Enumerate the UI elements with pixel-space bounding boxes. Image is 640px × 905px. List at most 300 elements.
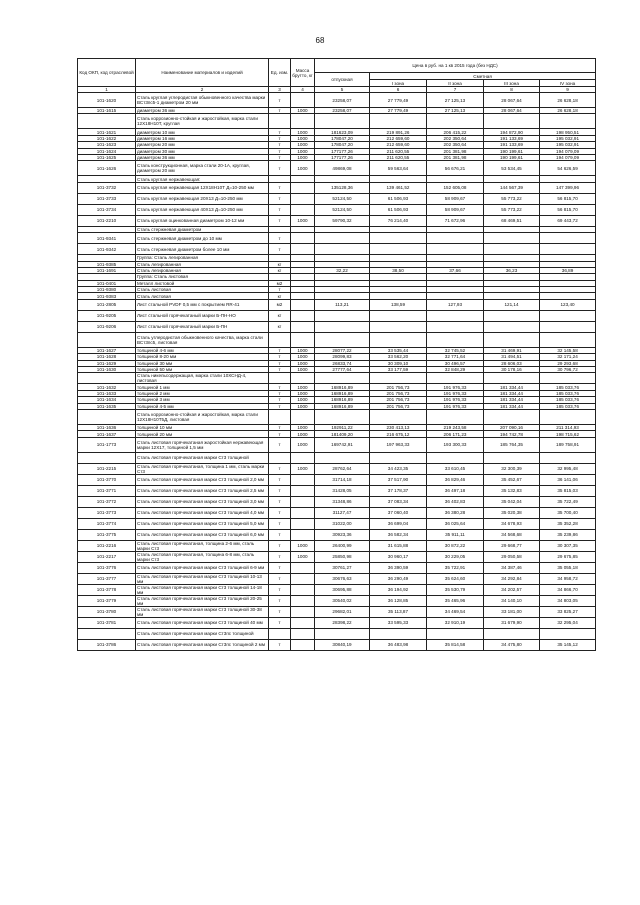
cell-unit: кг [269, 321, 291, 332]
cell-zone-4: 198 950,51 [540, 129, 596, 135]
table-row [78, 485, 596, 496]
cell-release-price: 30840,19 [315, 639, 370, 650]
table-body [78, 93, 596, 651]
cell-zone-3: 34 140,10 [484, 595, 540, 606]
cell-name: Сталь углеродистая обыкновенного качества, марка стали ВСт3пс5, листовая [136, 332, 269, 347]
cell-zone-2: 36 025,64 [427, 518, 484, 529]
cell-release-price: 27777,64 [315, 367, 370, 373]
cell-unit: т [269, 595, 291, 606]
cell-code: 101-1620 [78, 93, 136, 108]
cell-zone-3: 34 292,84 [484, 573, 540, 584]
table-row [78, 321, 596, 332]
cell-release-price: 59790,32 [315, 215, 370, 226]
cell-unit: т [269, 154, 291, 160]
cell-zone-3 [484, 332, 540, 347]
cell-release-price: 31127,47 [315, 507, 370, 518]
cell-zone-2 [427, 628, 484, 639]
cell-release-price: 28398,22 [315, 617, 370, 628]
cell-zone-1: 36 194,92 [370, 584, 427, 595]
cell-release-price: 177177,26 [315, 154, 370, 160]
cell-zone-3: 185 764,35 [484, 437, 540, 452]
cell-zone-2: 36 380,28 [427, 507, 484, 518]
cell-mass: 1000 [291, 390, 315, 396]
cell-zone-4 [540, 244, 596, 255]
cell-zone-4 [540, 114, 596, 129]
cell-name: Сталь стержневая диаметром [136, 226, 269, 232]
cell-release-price: 30695,88 [315, 584, 370, 595]
column-number: 4 [291, 87, 315, 93]
cell-unit: т [269, 287, 291, 293]
cell-zone-1: 197 963,33 [370, 437, 427, 452]
cell-code: 101-1627 [78, 347, 136, 353]
cell-unit [269, 409, 291, 424]
cell-mass [291, 233, 315, 244]
cell-unit: т [269, 129, 291, 135]
cell-zone-3: 53 534,45 [484, 161, 540, 176]
table-row [78, 182, 596, 193]
cell-name: Сталь листовая горячекатаная марки Ст3 толщиной 6-9 мм [136, 562, 269, 573]
cell-code: 101-1621 [78, 129, 136, 135]
cell-release-price [315, 373, 370, 384]
cell-zone-1: 61 506,93 [370, 204, 427, 215]
cell-zone-1: 35 113,87 [370, 606, 427, 617]
cell-name: диаметром 36 мм [136, 108, 269, 114]
cell-zone-1 [370, 233, 427, 244]
cell-name: Сталь листовая горячекатаная, толщина 1 мм, сталь марки Ст3 [136, 463, 269, 474]
cell-name: толщиной 30 мм [136, 360, 269, 366]
table-row [78, 367, 596, 373]
cell-zone-3: 31 679,90 [484, 617, 540, 628]
cell-zone-4: 30 796,72 [540, 367, 596, 373]
cell-zone-1: 31 615,88 [370, 540, 427, 551]
cell-name: Металл листовой [136, 280, 269, 286]
cell-release-price: 168916,89 [315, 403, 370, 409]
cell-code [78, 409, 136, 424]
cell-mass: 1000 [291, 463, 315, 474]
section-row [78, 332, 596, 347]
cell-mass [291, 310, 315, 321]
cell-unit: т [269, 463, 291, 474]
cell-name: Сталь листовая горячекатаная марки Ст3 толщиной 4,0 мм [136, 507, 269, 518]
cell-zone-2: 201 381,98 [427, 148, 484, 154]
table-row [78, 161, 596, 176]
table-row [78, 639, 596, 650]
column-number: 8 [484, 87, 540, 93]
column-number: 9 [540, 87, 596, 93]
cell-release-price: 30540,02 [315, 595, 370, 606]
cell-zone-4: 123,40 [540, 299, 596, 310]
cell-name: Сталь никельсодержащая, марка стали 10ХСНД-4, листовая [136, 373, 269, 384]
section-row [78, 452, 596, 463]
cell-unit: т [269, 204, 291, 215]
cell-zone-2 [427, 373, 484, 384]
cell-mass [291, 114, 315, 129]
cell-zone-1 [370, 373, 427, 384]
table-row [78, 390, 596, 396]
table-row [78, 148, 596, 154]
cell-code [78, 373, 136, 384]
cell-code: 101-2215 [78, 463, 136, 474]
cell-code: 101-9385 [78, 261, 136, 267]
cell-unit: т [269, 518, 291, 529]
cell-code: 101-9383 [78, 293, 136, 299]
cell-code: 101-2216 [78, 540, 136, 551]
cell-unit: т [269, 135, 291, 141]
cell-zone-2: 32 848,29 [427, 367, 484, 373]
cell-zone-3: 191 133,69 [484, 142, 540, 148]
cell-zone-1: 37 517,90 [370, 474, 427, 485]
cell-zone-1 [370, 332, 427, 347]
cell-unit: т [269, 437, 291, 452]
cell-zone-1: 216 675,12 [370, 431, 427, 437]
cell-zone-3 [484, 114, 540, 129]
cell-unit: т [269, 354, 291, 360]
cell-name: Сталь стержневая диаметром более 10 мм [136, 244, 269, 255]
column-number: 6 [370, 87, 427, 93]
cell-zone-1: 30 309,10 [370, 360, 427, 366]
cell-code [78, 452, 136, 463]
cell-code: 101-1636 [78, 424, 136, 430]
cell-name: Сталь листовая [136, 287, 269, 293]
cell-code: 101-1624 [78, 148, 136, 154]
cell-unit: т [269, 562, 291, 573]
cell-mass: 1000 [291, 540, 315, 551]
cell-zone-3: 31 469,91 [484, 347, 540, 353]
column-number: 7 [427, 87, 484, 93]
cell-code: 101-3775 [78, 529, 136, 540]
cell-release-price: 32,22 [315, 267, 370, 273]
cell-zone-3: 194 742,78 [484, 431, 540, 437]
table-row [78, 347, 596, 353]
cell-name: Сталь листовая горячекатаная марки Ст3 толщиной 2,5 мм [136, 485, 269, 496]
cell-zone-4: 33 825,27 [540, 606, 596, 617]
table-row [78, 108, 596, 114]
cell-zone-1 [370, 452, 427, 463]
cell-name: Сталь листовая горячекатаная марки Ст3 толщиной 5,0 мм [136, 518, 269, 529]
cell-unit: кг [269, 267, 291, 273]
cell-zone-1 [370, 244, 427, 255]
cell-name: диаметром 10 мм [136, 129, 269, 135]
cell-zone-3: 28 067,64 [484, 108, 540, 114]
cell-zone-3: 144 567,39 [484, 182, 540, 193]
cell-zone-4: 29 675,85 [540, 551, 596, 562]
cell-zone-1: 37 060,40 [370, 507, 427, 518]
cell-zone-2: 206 415,22 [427, 129, 484, 135]
cell-zone-3 [484, 628, 540, 639]
cell-zone-3: 194 872,90 [484, 129, 540, 135]
cell-mass [291, 507, 315, 518]
cell-mass: 1000 [291, 135, 315, 141]
cell-release-price: 30676,63 [315, 573, 370, 584]
page-number: 68 [315, 36, 325, 45]
cell-zone-3: 181 334,44 [484, 403, 540, 409]
cell-zone-4: 32 171,24 [540, 354, 596, 360]
cell-zone-1: 59 563,64 [370, 161, 427, 176]
table-row [78, 129, 596, 135]
cell-name: Сталь листовая горячекатаная марки Ст3пс толщиной 2 мм [136, 639, 269, 650]
cell-unit: т [269, 551, 291, 562]
cell-code: 101-3772 [78, 496, 136, 507]
cell-release-price [315, 452, 370, 463]
cell-code: 101-3781 [78, 617, 136, 628]
cell-name: Сталь листовая горячекатаная марки Ст3 толщиной 10-13 мм [136, 573, 269, 584]
cell-zone-4: 35 055,18 [540, 562, 596, 573]
cell-zone-1: 38,50 [370, 267, 427, 273]
table-row [78, 584, 596, 595]
cell-release-price [315, 114, 370, 129]
cell-zone-2: 33 610,45 [427, 463, 484, 474]
cell-zone-1: 34 423,35 [370, 463, 427, 474]
cell-unit: т [269, 617, 291, 628]
cell-code: 101-3734 [78, 204, 136, 215]
cell-code: 101-3780 [78, 606, 136, 617]
cell-zone-2: 206 171,23 [427, 431, 484, 437]
cell-code: 101-1628 [78, 354, 136, 360]
cell-zone-4: 35 700,40 [540, 507, 596, 518]
cell-unit: т [269, 403, 291, 409]
cell-release-price: 178047,20 [315, 142, 370, 148]
cell-code: 101-3773 [78, 507, 136, 518]
cell-release-price [315, 321, 370, 332]
cell-zone-2 [427, 233, 484, 244]
cell-release-price: 30923,36 [315, 529, 370, 540]
cell-zone-2: 191 976,33 [427, 397, 484, 403]
cell-unit: м2 [269, 280, 291, 286]
cell-zone-2: 71 672,96 [427, 215, 484, 226]
cell-zone-2: 58 909,67 [427, 193, 484, 204]
header-zone-4: IV зона [540, 80, 596, 87]
cell-unit: т [269, 474, 291, 485]
cell-zone-4: 185 033,76 [540, 384, 596, 390]
cell-unit: т [269, 142, 291, 148]
cell-name: Сталь круглая нержавеющая 40Х13 Д=10-250 мм [136, 204, 269, 215]
table-row [78, 562, 596, 573]
cell-zone-2: 219 243,58 [427, 424, 484, 430]
cell-zone-1 [370, 310, 427, 321]
header-name: Наименование материалов и изделий [136, 59, 269, 87]
cell-code: 101-1691 [78, 267, 136, 273]
cell-unit [269, 452, 291, 463]
cell-mass: 1000 [291, 347, 315, 353]
cell-unit: т [269, 161, 291, 176]
cell-name: Сталь листовая горячекатаная жаростойкая нержавеющая марки 12Х17, толщиной 1,5 мм [136, 437, 269, 452]
cell-name: толщиной 3 мм [136, 397, 269, 403]
cell-zone-3: 190 199,61 [484, 148, 540, 154]
table-row [78, 424, 596, 430]
cell-unit: т [269, 148, 291, 154]
cell-mass [291, 573, 315, 584]
cell-unit: кг [269, 261, 291, 267]
price-table [77, 58, 596, 651]
cell-zone-2 [427, 321, 484, 332]
cell-name: толщиной 8-20 мм [136, 354, 269, 360]
cell-unit: т [269, 108, 291, 114]
header-code: Код ОКП, код отраслевой [78, 59, 136, 87]
cell-name: толщиной 2 мм [136, 390, 269, 396]
table-row [78, 518, 596, 529]
cell-mass: 1000 [291, 154, 315, 160]
cell-mass [291, 321, 315, 332]
cell-name: Сталь листовая горячекатаная марки Ст3 толщиной 3,0 мм [136, 496, 269, 507]
cell-zone-2: 30 872,22 [427, 540, 484, 551]
table-row [78, 507, 596, 518]
cell-mass: 1000 [291, 108, 315, 114]
cell-release-price [315, 409, 370, 424]
cell-code: 101-1622 [78, 135, 136, 141]
cell-mass [291, 617, 315, 628]
cell-name: толщиной 4-5 мм [136, 403, 269, 409]
cell-mass [291, 409, 315, 424]
cell-unit: т [269, 367, 291, 373]
cell-release-price: 28077,22 [315, 347, 370, 353]
cell-unit: т [269, 244, 291, 255]
cell-zone-1: 36 699,04 [370, 518, 427, 529]
cell-name: диаметром 36 мм [136, 154, 269, 160]
cell-zone-4: 195 032,91 [540, 142, 596, 148]
cell-release-price [315, 628, 370, 639]
table-row [78, 193, 596, 204]
cell-code: 101-3779 [78, 595, 136, 606]
cell-zone-2 [427, 114, 484, 129]
cell-zone-1: 211 620,55 [370, 148, 427, 154]
cell-zone-2 [427, 244, 484, 255]
cell-code: 101-1615 [78, 108, 136, 114]
cell-mass: 1000 [291, 384, 315, 390]
cell-zone-3 [484, 233, 540, 244]
cell-unit: т [269, 390, 291, 396]
cell-zone-1: 212 659,60 [370, 142, 427, 148]
cell-zone-4: 26 628,18 [540, 108, 596, 114]
cell-zone-4: 35 722,49 [540, 496, 596, 507]
cell-name: толщиной 50 мм [136, 367, 269, 373]
cell-name: Сталь круглая нержавеющая 20Х13 Д=10-250 мм [136, 193, 269, 204]
cell-zone-2: 191 976,33 [427, 390, 484, 396]
cell-zone-2: 191 976,33 [427, 384, 484, 390]
cell-code: 101-1630 [78, 367, 136, 373]
cell-zone-4: 189 758,91 [540, 437, 596, 452]
table-row [78, 606, 596, 617]
cell-unit: т [269, 507, 291, 518]
cell-name: Сталь круглая оцинкованная диаметром 10-12 мм [136, 215, 269, 226]
cell-zone-2: 35 465,96 [427, 595, 484, 606]
cell-name: Сталь листовая горячекатаная марки Ст3 толщиной 30-38 мм [136, 606, 269, 617]
cell-release-price: 113,21 [315, 299, 370, 310]
cell-zone-3: 207 090,16 [484, 424, 540, 430]
cell-zone-4 [540, 373, 596, 384]
cell-unit: т [269, 233, 291, 244]
cell-release-price: 181409,20 [315, 431, 370, 437]
cell-zone-3: 35 020,38 [484, 507, 540, 518]
cell-zone-1: 139 461,52 [370, 182, 427, 193]
cell-code: 101-1633 [78, 390, 136, 396]
cell-code: 101-9206 [78, 321, 136, 332]
cell-zone-2: 30 229,05 [427, 551, 484, 562]
cell-code [78, 332, 136, 347]
cell-unit [269, 628, 291, 639]
cell-release-price: 52124,50 [315, 193, 370, 204]
cell-code: 101-2217 [78, 551, 136, 562]
cell-zone-4: 36,89 [540, 267, 596, 273]
cell-mass: 1000 [291, 424, 315, 430]
section-row [78, 114, 596, 129]
cell-name: Лист стальной PVDF 0,5 мм с покрытием RR-41 [136, 299, 269, 310]
cell-code: 101-9380 [78, 287, 136, 293]
cell-name: диаметром 16 мм [136, 135, 269, 141]
cell-mass [291, 182, 315, 193]
cell-mass [291, 373, 315, 384]
cell-zone-4: 211 314,93 [540, 424, 596, 430]
cell-release-price: 31022,00 [315, 518, 370, 529]
table-row [78, 93, 596, 108]
cell-zone-2: 27 125,13 [427, 108, 484, 114]
cell-release-price [315, 244, 370, 255]
cell-name: Сталь листовая горячекатаная марки Ст3 толщиной [136, 452, 269, 463]
column-number: 2 [136, 87, 269, 93]
cell-release-price: 30761,27 [315, 562, 370, 573]
cell-mass: 1000 [291, 551, 315, 562]
cell-code: 101-3774 [78, 518, 136, 529]
column-number: 3 [269, 87, 291, 93]
cell-zone-1 [370, 409, 427, 424]
cell-zone-4: 32 145,58 [540, 347, 596, 353]
cell-release-price: 168916,89 [315, 384, 370, 390]
cell-name: Сталь листовая горячекатаная марки Ст3 толщиной 20-25 мм [136, 595, 269, 606]
cell-unit: т [269, 215, 291, 226]
cell-release-price: 192911,22 [315, 424, 370, 430]
cell-zone-1: 201 756,73 [370, 390, 427, 396]
cell-code: 101-3770 [78, 474, 136, 485]
cell-zone-1: 36 582,34 [370, 529, 427, 540]
cell-zone-4: 35 145,12 [540, 639, 596, 650]
cell-release-price [315, 310, 370, 321]
cell-release-price [315, 233, 370, 244]
cell-zone-4 [540, 233, 596, 244]
cell-zone-4: 34 958,72 [540, 573, 596, 584]
cell-zone-2: 30 496,57 [427, 360, 484, 366]
header-unit: Ед. изм. [269, 59, 291, 87]
cell-zone-3: 181 334,44 [484, 390, 540, 396]
cell-zone-3: 191 133,69 [484, 135, 540, 141]
cell-zone-4: 29 293,68 [540, 360, 596, 366]
table-row [78, 233, 596, 244]
cell-zone-4: 30 307,35 [540, 540, 596, 551]
cell-name: Группа: Сталь листовая [136, 274, 269, 280]
cell-unit: т [269, 93, 291, 108]
cell-mass [291, 93, 315, 108]
table-row [78, 154, 596, 160]
cell-code: 101-1629 [78, 360, 136, 366]
cell-zone-2: 35 530,79 [427, 584, 484, 595]
table-row [78, 496, 596, 507]
cell-zone-1: 36 128,85 [370, 595, 427, 606]
cell-code: 101-3786 [78, 639, 136, 650]
cell-zone-4: 185 033,76 [540, 397, 596, 403]
cell-mass: 1000 [291, 403, 315, 409]
section-row [78, 373, 596, 384]
cell-release-price: 181623,09 [315, 129, 370, 135]
cell-zone-2: 152 605,08 [427, 182, 484, 193]
cell-zone-2: 35 814,58 [427, 639, 484, 650]
cell-name: Сталь легированная [136, 261, 269, 267]
cell-unit: т [269, 485, 291, 496]
cell-zone-4: 198 715,62 [540, 431, 596, 437]
cell-zone-2 [427, 409, 484, 424]
cell-release-price: 168916,89 [315, 390, 370, 396]
cell-zone-3: 121,14 [484, 299, 540, 310]
cell-zone-2: 34 469,54 [427, 606, 484, 617]
cell-zone-1: 27 779,49 [370, 93, 427, 108]
table-row [78, 617, 596, 628]
